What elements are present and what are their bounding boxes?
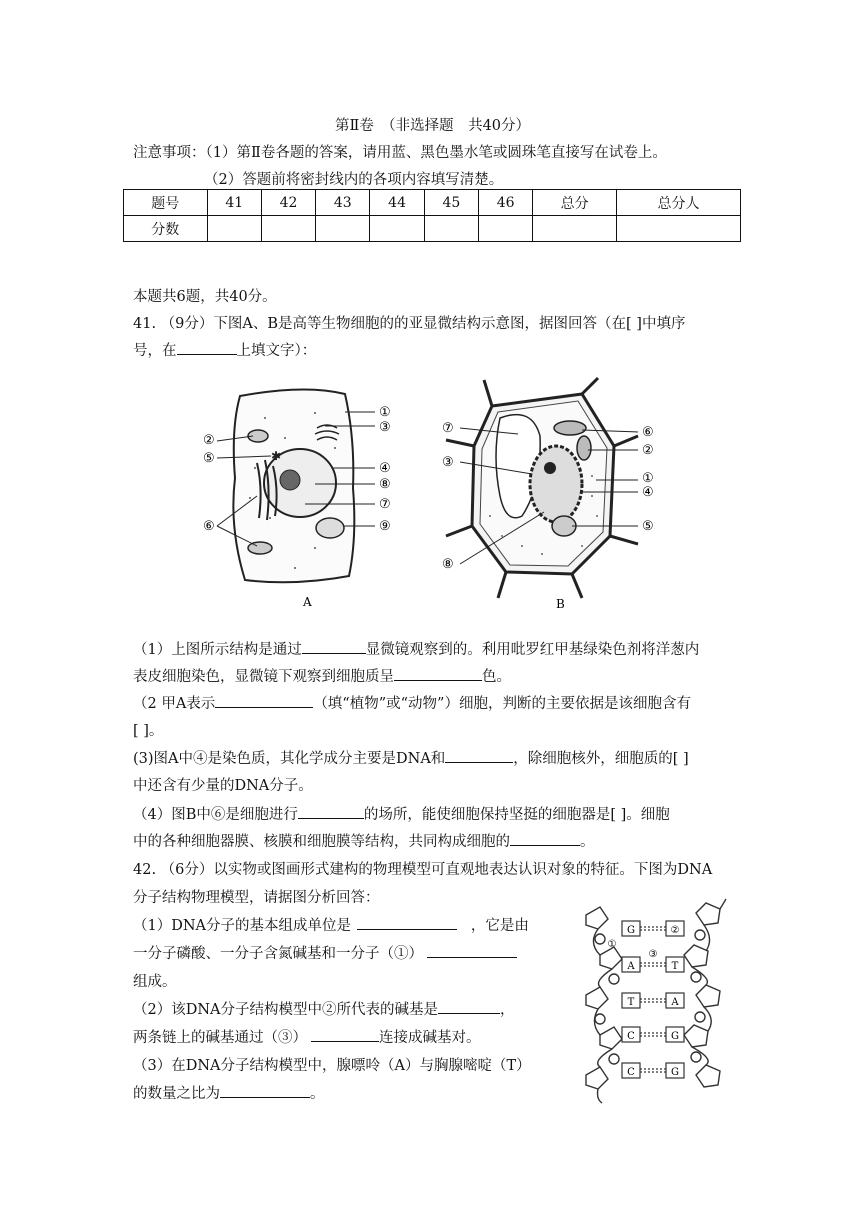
blank — [510, 831, 580, 846]
blank — [220, 1083, 310, 1098]
text: 表皮细胞染色，显微镜下观察到细胞质呈 — [133, 669, 394, 685]
label-a-9: ⑨ — [379, 519, 391, 534]
blank — [177, 340, 237, 355]
text: （1）DNA分子的基本组成单位是 — [133, 918, 352, 934]
note-1: 注意事项：（1）第Ⅱ卷各题的答案，请用蓝、黑色墨水笔或圆珠笔直接写在试卷上。 — [133, 145, 667, 161]
cell: 46 — [479, 190, 533, 216]
q41-stem-2a: 号，在 — [133, 343, 177, 359]
text: 两条链上的碱基通过（③） — [133, 1030, 307, 1046]
text: (3)图A中④是染色质，其化学成分主要是DNA和 — [133, 751, 446, 767]
dna-base: G — [671, 1031, 679, 1042]
dna-base: T — [627, 997, 635, 1008]
dna-label-3: ③ — [648, 949, 658, 960]
text: 。 — [580, 834, 595, 850]
q41-p3-line1 — [133, 747, 689, 768]
text: 连接成碱基对。 — [379, 1030, 481, 1046]
fig-b-caption: B — [556, 597, 565, 611]
fig-a-caption: A — [303, 595, 312, 609]
text: ，它是由 — [470, 918, 529, 934]
score-input-scorer[interactable] — [616, 216, 740, 242]
q41-p2-line1 — [133, 692, 691, 713]
text: 中的各种细胞器膜、核膜和细胞膜等结构，共同构成细胞的 — [133, 834, 510, 850]
blank — [302, 639, 366, 654]
dna-base: A — [627, 961, 635, 972]
dna-base: C — [627, 1067, 635, 1078]
q41-p1-line2 — [133, 665, 511, 686]
section-title: 第Ⅱ卷 （非选择题 共40分） — [334, 118, 531, 134]
score-input-42[interactable] — [261, 216, 315, 242]
blank — [445, 748, 513, 763]
label-b-2: ② — [642, 443, 654, 458]
blank — [357, 915, 457, 930]
q41-p3-line2: 中还含有少量的DNA分子。 — [133, 778, 313, 794]
label-a-4: ④ — [379, 461, 391, 476]
text: 显微镜观察到的。利用吡罗红甲基绿染色剂将洋葱内 — [365, 642, 700, 658]
text: 的数量之比为 — [133, 1086, 220, 1102]
score-table — [123, 189, 741, 242]
cell: 分数 — [124, 216, 208, 242]
label-a-7: ⑦ — [379, 497, 391, 512]
blank — [298, 804, 364, 819]
label-a-5: ⑤ — [203, 451, 215, 466]
blank — [215, 693, 313, 708]
label-b-3: ③ — [442, 455, 454, 470]
text: 色。 — [482, 669, 511, 685]
cell: 41 — [207, 190, 261, 216]
q41-stem-2b: 上填文字）： — [236, 343, 317, 359]
text: 。 — [310, 1086, 325, 1102]
label-b-7: ⑦ — [442, 421, 454, 436]
q42-p3-line1: （3）在DNA分子结构模型中，腺嘌呤（A）与胸腺嘧啶（T） — [133, 1058, 531, 1074]
score-input-45[interactable] — [424, 216, 478, 242]
label-b-4: ④ — [642, 485, 654, 500]
label-a-3: ③ — [379, 420, 391, 435]
cell: 45 — [424, 190, 478, 216]
text: 的场所，能使细胞保持坚挺的细胞器是[ ]。细胞 — [363, 807, 670, 823]
text: 一分子磷酸、一分子含氮碱基和一分子（①） — [133, 946, 423, 962]
q42-p1-line3: 组成。 — [133, 974, 177, 990]
text: （4）图B中⑥是细胞进行 — [133, 807, 298, 823]
q42-p2-line1 — [133, 998, 515, 1019]
label-a-8: ⑧ — [379, 477, 391, 492]
label-a-6: ⑥ — [203, 519, 215, 534]
plant-cell-diagram — [432, 376, 672, 612]
blank — [438, 999, 500, 1014]
q42-p1-line2 — [133, 942, 517, 963]
q42-stem-1: 42. （6分）以实物或图画形式建构的物理模型可直观地表达认识对象的特征。下图为DNA — [133, 862, 713, 878]
label-b-1: ① — [642, 471, 654, 486]
text: ，除细胞核外，细胞质的[ ] — [513, 751, 689, 767]
q41-stem-1: 41. （9分）下图A、B是高等生物细胞的的亚显微结构示意图，据图回答（在[ ]中填序 — [133, 316, 686, 332]
dna-base: G — [627, 925, 635, 936]
q42-p2-line2 — [133, 1026, 481, 1047]
blank — [394, 666, 482, 681]
label-b-5: ⑤ — [642, 519, 654, 534]
text: （2）该DNA分子结构模型中②所代表的碱基是 — [133, 1002, 439, 1018]
blank — [311, 1027, 379, 1042]
label-a-2: ② — [203, 433, 215, 448]
q41-p2-line2: [ ]。 — [133, 723, 164, 739]
q41-stem-2 — [133, 339, 316, 360]
text: （填“植物”或“动物”）细胞，判断的主要依据是该细胞含有 — [313, 696, 691, 712]
q42-p3-line2 — [133, 1082, 325, 1103]
dna-base: C — [627, 1031, 635, 1042]
label-b-6: ⑥ — [642, 425, 654, 440]
text: （2 甲A表示 — [133, 696, 216, 712]
dna-base: ② — [670, 925, 680, 936]
note-2: （2）答题前将密封线内的各项内容填写清楚。 — [204, 172, 504, 188]
dna-base: G — [671, 1067, 679, 1078]
dna-model-diagram — [578, 895, 728, 1105]
score-table-score-row — [124, 216, 741, 242]
q41-p1-line1 — [133, 638, 699, 659]
q42-p1-line1 — [133, 914, 529, 935]
dna-label-1: ① — [607, 939, 617, 950]
score-input-46[interactable] — [479, 216, 533, 242]
q41-p4-line1 — [133, 803, 670, 824]
animal-cell-diagram — [195, 378, 415, 610]
text: ， — [500, 1002, 515, 1018]
cell: 总分人 — [616, 190, 740, 216]
dna-base: T — [671, 961, 679, 972]
score-input-41[interactable] — [207, 216, 261, 242]
text: （1）上图所示结构是通过 — [133, 642, 302, 658]
cell: 题号 — [124, 190, 208, 216]
cell: 42 — [261, 190, 315, 216]
cell: 43 — [316, 190, 370, 216]
cell: 总分 — [533, 190, 617, 216]
cell: 44 — [370, 190, 424, 216]
intro-text: 本题共6题，共40分。 — [133, 289, 277, 305]
label-b-8: ⑧ — [442, 557, 454, 572]
score-input-total[interactable] — [533, 216, 617, 242]
blank — [427, 943, 517, 958]
label-a-1: ① — [379, 405, 391, 420]
score-table-header-row — [124, 190, 741, 216]
q42-stem-2: 分子结构物理模型，请据图分析回答： — [133, 890, 380, 906]
q41-p4-line2 — [133, 830, 595, 851]
score-input-43[interactable] — [316, 216, 370, 242]
svg-text:✱: ✱ — [271, 449, 282, 463]
dna-base: A — [671, 997, 679, 1008]
score-input-44[interactable] — [370, 216, 424, 242]
